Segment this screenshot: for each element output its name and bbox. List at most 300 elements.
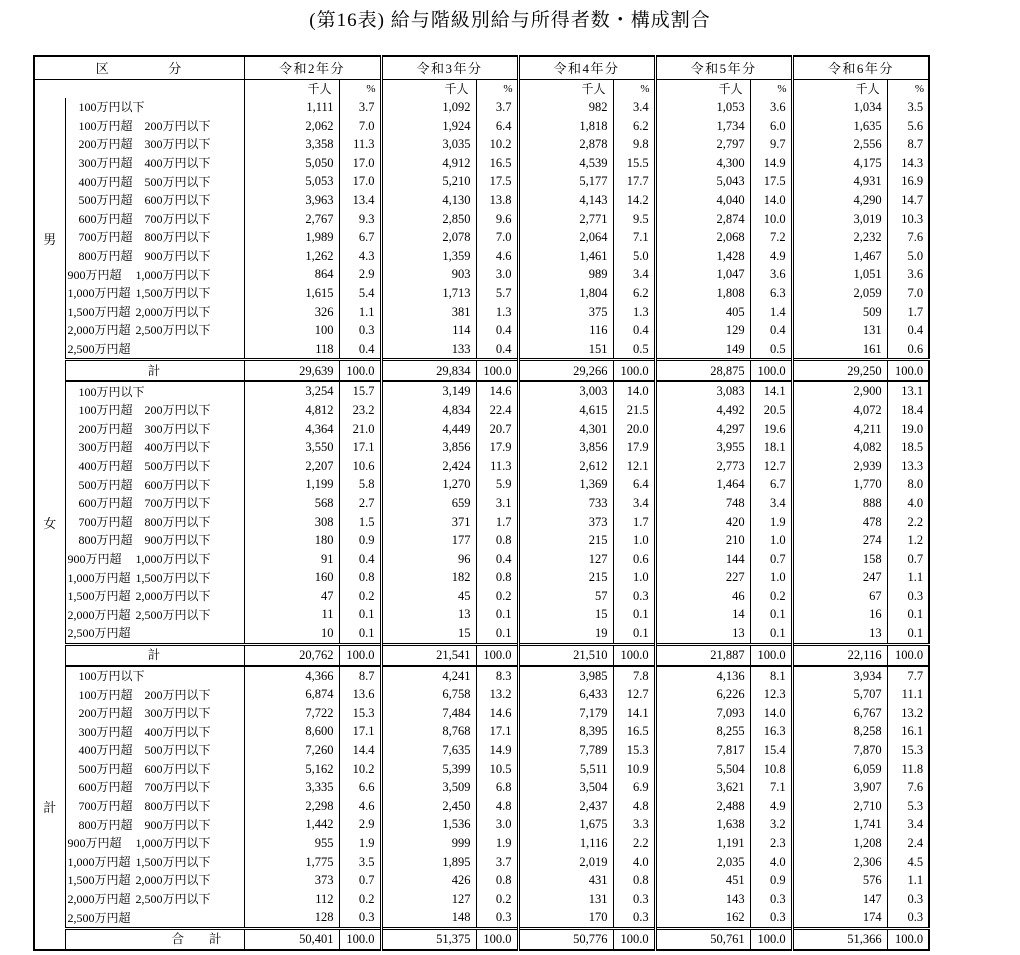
salary-range [66,497,244,509]
cell-percent: 3.3 [613,815,655,834]
salary-range-from: 2,500万円超 [67,342,131,357]
salary-range-to: 1,500万円以下 [135,570,211,585]
cell-count: 5,162 [244,760,339,779]
salary-range-cell [65,815,244,834]
cell-percent: 23.2 [339,401,381,420]
cell-count: 1,713 [381,284,476,303]
salary-range [66,912,244,924]
cell-percent: 14.0 [750,191,792,210]
table-row [34,760,929,779]
cell-count: 4,290 [792,191,887,210]
cell-percent: 8.3 [476,666,518,686]
salary-range [66,157,244,169]
salary-range-to: 1,000万円以下 [135,836,211,851]
cell-count: 5,210 [381,172,476,191]
salary-range-from: 500万円超 [78,193,133,208]
column-header-year-r6: 令和6年分 [792,56,929,80]
cell-count: 8,395 [518,722,613,741]
cell-percent: 0.2 [339,890,381,909]
cell-count: 2,850 [381,210,476,229]
cell-percent: 21.0 [339,420,381,439]
cell-count: 371 [381,512,476,531]
cell-percent: 0.3 [613,890,655,909]
section-label: 男 [43,232,57,248]
cell-count: 1,464 [655,475,750,494]
cell-percent: 6.9 [613,778,655,797]
cell-percent: 0.4 [887,321,929,340]
cell-percent: 4.8 [613,797,655,816]
cell-percent: 17.1 [339,722,381,741]
cell-percent: 1.9 [476,834,518,853]
total-percent: 100.0 [613,928,655,950]
cell-percent: 5.6 [887,117,929,136]
unit-header: 千人 [792,80,887,99]
cell-percent: 18.5 [887,438,929,457]
salary-range [66,856,244,868]
cell-count: 1,638 [655,815,750,834]
cell-percent: 5.8 [339,475,381,494]
cell-percent: 4.6 [476,247,518,266]
cell-count: 143 [655,890,750,909]
cell-count: 127 [518,550,613,569]
cell-percent: 0.8 [476,531,518,550]
cell-count: 659 [381,494,476,513]
cell-count: 420 [655,512,750,531]
cell-percent: 14.2 [613,191,655,210]
salary-range [66,343,244,355]
total-count: 21,541 [381,644,476,666]
cell-percent: 14.0 [613,381,655,401]
salary-range-to: 300万円以下 [144,706,211,721]
cell-percent: 17.5 [750,172,792,191]
cell-percent: 20.0 [613,420,655,439]
cell-percent: 1.3 [476,303,518,322]
cell-percent: 5.0 [887,247,929,266]
cell-percent: 13.3 [887,457,929,476]
total-count: 21,887 [655,644,750,666]
cell-count: 1,111 [244,98,339,117]
cell-percent: 8.0 [887,475,929,494]
cell-count: 3,149 [381,381,476,401]
cell-count: 7,635 [381,741,476,760]
cell-count: 3,509 [381,778,476,797]
cell-percent: 15.3 [613,741,655,760]
cell-count: 6,433 [518,685,613,704]
cell-count: 45 [381,587,476,606]
table-row [34,284,929,303]
salary-range-to: 500万円以下 [144,743,211,758]
percent-header: % [339,80,381,99]
salary-range [66,763,244,775]
cell-count: 160 [244,568,339,587]
cell-count: 1,467 [792,247,887,266]
header-unit-row [34,80,929,99]
cell-count: 2,298 [244,797,339,816]
cell-count: 1,262 [244,247,339,266]
cell-count: 4,136 [655,666,750,686]
salary-range [66,386,244,398]
cell-count: 2,068 [655,228,750,247]
cell-count: 5,043 [655,172,750,191]
cell-percent: 2.2 [887,512,929,531]
salary-range [66,670,244,682]
cell-count: 2,612 [518,457,613,476]
total-label-cell: 計 [65,644,244,666]
cell-percent: 4.5 [887,853,929,872]
cell-count: 15 [518,605,613,624]
cell-count: 1,989 [244,228,339,247]
cell-count: 1,442 [244,815,339,834]
cell-count: 1,675 [518,815,613,834]
cell-percent: 11.3 [476,457,518,476]
table-row [34,321,929,340]
cell-count: 733 [518,494,613,513]
cell-count: 2,771 [518,210,613,229]
cell-count: 2,900 [792,381,887,401]
salary-range-cell [65,191,244,210]
cell-percent: 21.5 [613,401,655,420]
table-row [34,420,929,439]
cell-percent: 6.2 [613,117,655,136]
cell-percent: 0.2 [750,587,792,606]
cell-percent: 3.4 [613,265,655,284]
cell-count: 133 [381,340,476,360]
table-row [34,172,929,191]
cell-count: 2,767 [244,210,339,229]
cell-percent: 0.1 [613,624,655,644]
cell-percent: 12.1 [613,457,655,476]
table-row [34,247,929,266]
salary-range-to: 400万円以下 [144,156,211,171]
cell-percent: 1.5 [339,512,381,531]
cell-percent: 15.3 [339,704,381,723]
salary-range-cell [65,420,244,439]
cell-percent: 17.1 [339,438,381,457]
cell-count: 2,019 [518,853,613,872]
cell-percent: 16.5 [613,722,655,741]
cell-percent: 4.0 [750,853,792,872]
cell-percent: 4.0 [613,853,655,872]
salary-range-cell [65,117,244,136]
total-count: 51,375 [381,928,476,950]
cell-percent: 1.0 [750,568,792,587]
cell-count: 7,484 [381,704,476,723]
cell-percent: 16.3 [750,722,792,741]
cell-count: 1,536 [381,815,476,834]
cell-count: 215 [518,531,613,550]
cell-count: 274 [792,531,887,550]
cell-percent: 0.4 [613,321,655,340]
salary-range [66,404,244,416]
cell-count: 509 [792,303,887,322]
cell-percent: 0.9 [750,871,792,890]
cell-percent: 0.3 [613,908,655,928]
cell-count: 149 [655,340,750,360]
cell-percent: 0.1 [476,624,518,644]
cell-percent: 2.2 [613,834,655,853]
cell-percent: 3.5 [339,853,381,872]
salary-range-from: 2,500万円超 [67,626,131,641]
cell-percent: 5.7 [476,284,518,303]
cell-percent: 4.6 [339,797,381,816]
salary-range-to: 800万円以下 [144,514,211,529]
cell-count: 8,258 [792,722,887,741]
salary-range-from: 600万円超 [78,780,133,795]
cell-percent: 17.0 [339,154,381,173]
table-row [34,568,929,587]
total-label-cell: 計 [65,360,244,382]
cell-count: 431 [518,871,613,890]
cell-percent: 0.2 [339,587,381,606]
cell-percent: 15.4 [750,741,792,760]
salary-range-cell [65,401,244,420]
cell-count: 180 [244,531,339,550]
cell-count: 2,059 [792,284,887,303]
cell-percent: 7.7 [887,666,929,686]
cell-count: 3,019 [792,210,887,229]
salary-range [66,572,244,584]
cell-percent: 4.0 [887,494,929,513]
salary-range [66,441,244,453]
salary-range [66,726,244,738]
salary-range-from: 300万円超 [78,724,133,739]
cell-count: 1,199 [244,475,339,494]
salary-range-to: 500万円以下 [144,174,211,189]
table-row [34,494,929,513]
salary-range-to: 1,500万円以下 [135,854,211,869]
section-total-row [34,644,929,666]
cell-percent: 6.0 [750,117,792,136]
cell-percent: 0.1 [613,605,655,624]
cell-percent: 10.6 [339,457,381,476]
cell-count: 405 [655,303,750,322]
cell-count: 8,768 [381,722,476,741]
cell-count: 128 [244,908,339,928]
percent-header: % [613,80,655,99]
cell-count: 6,767 [792,704,887,723]
cell-percent: 4.9 [750,797,792,816]
cell-count: 888 [792,494,887,513]
salary-range-cell [65,550,244,569]
cell-count: 15 [381,624,476,644]
table-row [34,890,929,909]
total-percent: 100.0 [339,360,381,382]
salary-range-from: 500万円超 [78,761,133,776]
salary-range-from: 2,000万円超 [67,892,131,907]
cell-percent: 8.1 [750,666,792,686]
cell-count: 2,710 [792,797,887,816]
cell-percent: 0.1 [750,624,792,644]
total-count: 29,639 [244,360,339,382]
total-count: 28,875 [655,360,750,382]
table-row [34,154,929,173]
cell-percent: 7.0 [476,228,518,247]
cell-percent: 10.5 [476,760,518,779]
cell-percent: 8.7 [887,135,929,154]
cell-percent: 3.6 [750,265,792,284]
cell-percent: 19.6 [750,420,792,439]
cell-count: 8,600 [244,722,339,741]
total-percent: 100.0 [887,360,929,382]
cell-count: 1,804 [518,284,613,303]
cell-count: 4,912 [381,154,476,173]
salary-range-cell [65,685,244,704]
salary-range-from: 1,500万円超 [67,873,131,888]
salary-range [66,590,244,602]
cell-percent: 0.2 [476,890,518,909]
salary-range-cell [65,457,244,476]
cell-percent: 0.4 [339,550,381,569]
salary-range-to: 200万円以下 [144,118,211,133]
cell-count: 308 [244,512,339,531]
cell-percent: 0.3 [887,587,929,606]
cell-percent: 7.6 [887,778,929,797]
cell-count: 6,874 [244,685,339,704]
salary-range-to: 300万円以下 [144,137,211,152]
cell-count: 3,550 [244,438,339,457]
salary-range-to: 900万円以下 [144,249,211,264]
cell-count: 147 [792,890,887,909]
salary-range-from: 800万円超 [78,817,133,832]
section-total-row [34,928,929,950]
salary-range-cell [65,704,244,723]
column-header-year-r2: 令和2年分 [244,56,381,80]
cell-count: 2,878 [518,135,613,154]
cell-count: 4,834 [381,401,476,420]
cell-percent: 6.6 [339,778,381,797]
cell-count: 4,615 [518,401,613,420]
salary-range [66,250,244,262]
cell-percent: 1.3 [613,303,655,322]
salary-range-to: 700万円以下 [144,780,211,795]
cell-count: 5,504 [655,760,750,779]
table-row [34,401,929,420]
cell-count: 2,424 [381,457,476,476]
cell-percent: 0.1 [339,624,381,644]
cell-percent: 0.4 [750,321,792,340]
cell-percent: 10.8 [750,760,792,779]
cell-percent: 0.3 [887,890,929,909]
cell-percent: 17.9 [613,438,655,457]
cell-percent: 3.4 [750,494,792,513]
cell-count: 3,856 [518,438,613,457]
cell-percent: 1.9 [339,834,381,853]
table-row [34,605,929,624]
cell-percent: 6.2 [613,284,655,303]
salary-range [66,689,244,701]
cell-count: 451 [655,871,750,890]
cell-count: 91 [244,550,339,569]
salary-range-from: 1,000万円超 [67,286,131,301]
cell-percent: 0.1 [339,605,381,624]
cell-percent: 9.7 [750,135,792,154]
cell-count: 1,092 [381,98,476,117]
salary-range-cell [65,741,244,760]
cell-count: 3,035 [381,135,476,154]
cell-percent: 7.1 [613,228,655,247]
percent-header: % [750,80,792,99]
salary-range [66,837,244,849]
cell-percent: 14.1 [613,704,655,723]
cell-percent: 0.3 [339,908,381,928]
table-row [34,722,929,741]
cell-count: 4,297 [655,420,750,439]
salary-range-from: 1,000万円超 [67,570,131,585]
cell-count: 174 [792,908,887,928]
cell-count: 4,130 [381,191,476,210]
cell-count: 7,179 [518,704,613,723]
cell-count: 127 [381,890,476,909]
cell-count: 3,003 [518,381,613,401]
cell-percent: 14.0 [750,704,792,723]
cell-percent: 4.3 [339,247,381,266]
salary-range [66,534,244,546]
cell-count: 1,461 [518,247,613,266]
total-count: 50,401 [244,928,339,950]
total-count: 29,250 [792,360,887,382]
salary-range-cell [65,154,244,173]
cell-count: 1,051 [792,265,887,284]
cell-count: 4,366 [244,666,339,686]
percent-header: % [476,80,518,99]
total-percent: 100.0 [339,928,381,950]
cell-percent: 0.8 [476,871,518,890]
salary-range-cell [65,871,244,890]
salary-range [66,627,244,639]
total-percent: 100.0 [750,644,792,666]
cell-count: 426 [381,871,476,890]
cell-count: 3,934 [792,666,887,686]
salary-range-to: 600万円以下 [144,193,211,208]
salary-range [66,707,244,719]
salary-range-from: 100万円超 [78,403,133,418]
salary-range-to: 2,000万円以下 [135,873,211,888]
total-percent: 100.0 [750,360,792,382]
cell-count: 13 [792,624,887,644]
salary-range-from: 400万円超 [78,743,133,758]
cell-count: 4,931 [792,172,887,191]
cell-count: 5,050 [244,154,339,173]
total-count: 29,834 [381,360,476,382]
cell-count: 182 [381,568,476,587]
table-row [34,381,929,401]
table-row [34,741,929,760]
cell-count: 2,874 [655,210,750,229]
cell-percent: 16.5 [476,154,518,173]
cell-count: 478 [792,512,887,531]
unit-header: 千人 [244,80,339,99]
kubun-header: 区 分 [34,56,244,80]
cell-count: 2,064 [518,228,613,247]
total-percent: 100.0 [887,644,929,666]
cell-percent: 0.8 [339,568,381,587]
cell-count: 4,211 [792,420,887,439]
total-label-cell: 合 計 [65,928,244,950]
page-title: (第16表) 給与階級別給与所得者数・構成割合 [309,10,711,31]
cell-count: 1,208 [792,834,887,853]
salary-range [66,324,244,336]
salary-range [66,231,244,243]
cell-count: 1,808 [655,284,750,303]
salary-range-from: 500万円超 [78,477,133,492]
salary-range-to: 2,500万円以下 [135,892,211,907]
cell-percent: 5.9 [476,475,518,494]
salary-range [66,120,244,132]
cell-count: 2,939 [792,457,887,476]
table-row [34,531,929,550]
cell-percent: 11.3 [339,135,381,154]
cell-count: 67 [792,587,887,606]
